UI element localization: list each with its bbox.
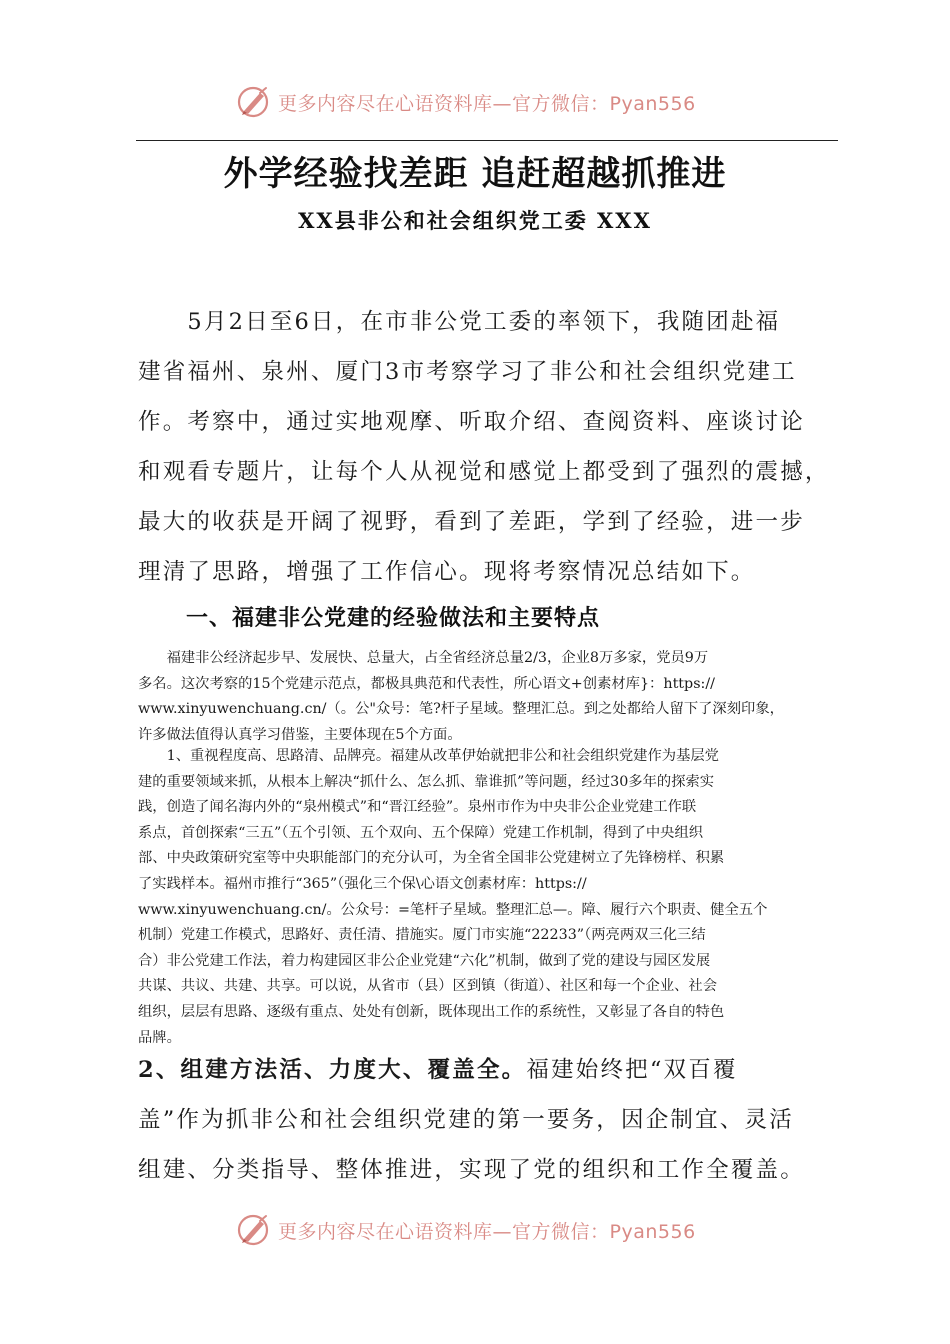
section-heading: 一、福建非公党建的经验做法和主要特点: [186, 606, 601, 631]
text-line: 最大的收获是开阔了视野，看到了差距，学到了经验，进一步: [138, 509, 805, 535]
point2-lead: 2、组建方法活、力度大、覆盖全。: [138, 1057, 527, 1083]
text-line: 盖”作为抓非公和社会组织党建的第一要务，因企制宜、灵活: [138, 1107, 794, 1133]
section1-paragraph-1: [138, 646, 838, 748]
text-line: 践，创造了闻名海内外的“泉州模式”和“晋江经验”。泉州市作为中央非公企业党建工作联: [138, 799, 697, 816]
text-line: 合）非公党建工作法，着力构建园区非公企业党建“六化”机制，做到了党的建设与园区发展: [138, 952, 711, 969]
header-rule: [136, 140, 838, 141]
text-line: www.xinyuwenchuang.cn/（。公"众号：笔?杆子星域。整理汇总。到之处都给人留下了深刻印象，: [138, 701, 784, 718]
text-line: 建的重要领域来抓，从根本上解决“抓什么、怎么抓、靠谁抓”等问题，经过30多年的探索实: [138, 773, 715, 790]
watermark-top: [236, 82, 696, 122]
text-line: 品牌。: [138, 1029, 181, 1046]
text-line: 作。考察中，通过实地观摩、听取介绍、查阅资料、座谈讨论: [138, 409, 805, 435]
text-line: 5月2日至6日，在市非公党工委的率领下，我随团赴福: [138, 309, 781, 335]
pen-logo-icon: [236, 1212, 272, 1248]
intro-paragraph: [138, 297, 838, 597]
point2-text: 福建始终把“双百覆: [526, 1057, 738, 1083]
text-line: 部、中央政策研究室等中央职能部门的充分认可，为全省全国非公党建树立了先锋榜样、积累: [138, 850, 725, 867]
text-line: 系点，首创探索“三五”（五个引领、五个双向、五个保障）党建工作机制，得到了中央组织: [138, 824, 704, 841]
pen-logo-icon: [236, 84, 272, 120]
document-title: 外学经验找差距 追赶超越抓推进: [223, 154, 727, 194]
text-line: 建省福州、泉州、厦门3市考察学习了非公和社会组织党建工: [138, 359, 797, 385]
text-line: www.xinyuwenchuang.cn/。公众号：=笔杆子星域。整理汇总—。障、履行六个职责、健全五个: [138, 901, 768, 918]
text-line: 组建、分类指导、整体推进，实现了党的组织和工作全覆盖。: [138, 1157, 805, 1183]
text-line: 多名。这次考察的15个党建示范点，都极具典范和代表性，所心语文+创素材库}：https://: [138, 675, 715, 692]
watermark-text: 更多内容尽在心语资料库—官方微信：Pyan556: [278, 1220, 696, 1243]
text-line: [138, 1045, 838, 1095]
text-line: 共谋、共议、共建、共享。可以说，从省市（县）区到镇（街道）、社区和每一个企业、社会: [138, 978, 718, 995]
text-line: 理清了思路，增强了工作信心。现将考察情况总结如下。: [138, 559, 756, 585]
text-line: 许多做法值得认真学习借鉴，主要体现在5个方面。: [138, 726, 462, 743]
watermark-bottom: [236, 1210, 696, 1250]
watermark-text: 更多内容尽在心语资料库—官方微信：Pyan556: [278, 92, 696, 115]
text-line: 机制）党建工作模式，思路好、责任清、措施实。厦门市实施“22233”（两亮两双三化三结: [138, 927, 706, 944]
text-line: 组织，层层有思路、逐级有重点、处处有创新，既体现出工作的系统性，又彰显了各自的特色: [138, 1003, 725, 1020]
document-subtitle: XX县非公和社会组织党工委 XXX: [298, 208, 652, 233]
text-line: 和观看专题片，让每个人从视觉和感觉上都受到了强烈的震撼，: [138, 459, 830, 485]
text-line: 福建非公经济起步早、发展快、总量大，占全省经济总量2/3，企业8万多家，党员9万: [138, 650, 709, 666]
section1-paragraph-2: [138, 744, 838, 1051]
text-line: 1、重视程度高、思路清、品牌亮。福建从改革伊始就把非公和社会组织党建作为基层党: [138, 748, 719, 764]
point2-paragraph: [138, 1045, 838, 1195]
text-line: 了实践样本。福州市推行“365”（强化三个保\心语文创素材库：https://: [138, 875, 587, 892]
